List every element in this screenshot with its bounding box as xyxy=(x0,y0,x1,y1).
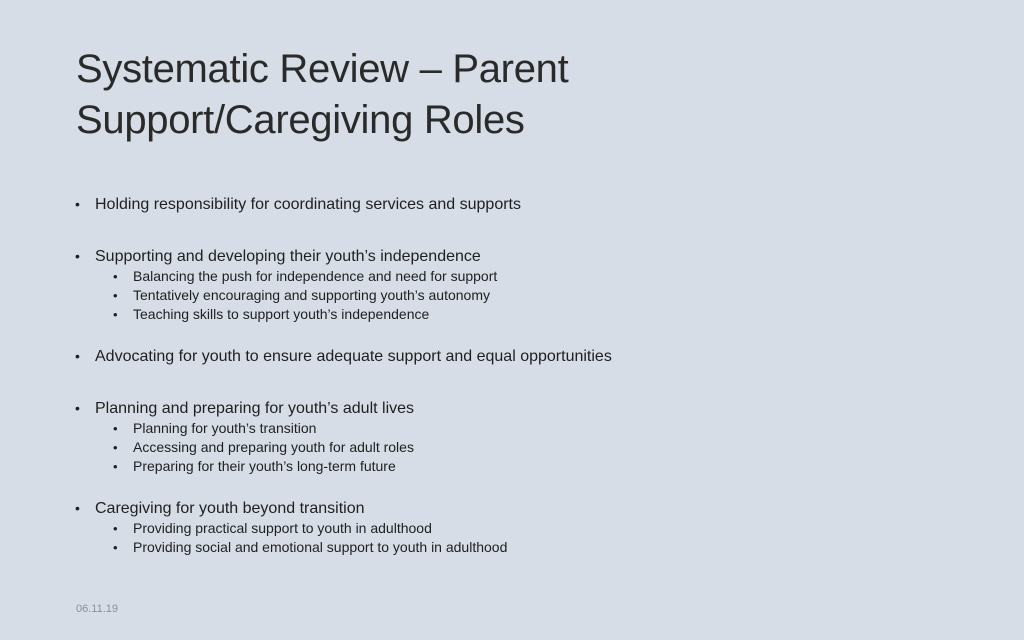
bullet-text: Holding responsibility for coordinating services and supports xyxy=(95,196,521,213)
slide-title-line-2: Support/Caregiving Roles xyxy=(76,98,525,142)
bullet-item xyxy=(75,498,975,519)
footer-date: 06.11.19 xyxy=(76,603,119,615)
bullet-item xyxy=(75,246,975,267)
sub-bullet-item xyxy=(95,286,975,305)
bullet-item xyxy=(75,346,975,367)
sub-bullet-text: Providing social and emotional support to youth in adulthood xyxy=(133,539,508,555)
bullet-dot-icon: • xyxy=(113,288,118,303)
sub-bullet-text: Balancing the push for independence and need for support xyxy=(133,268,498,284)
bullet-dot-icon: • xyxy=(113,421,118,436)
bullet-dot-icon: • xyxy=(113,307,118,322)
bullet-text: Planning and preparing for youth’s adult lives xyxy=(95,400,415,417)
bullet-group xyxy=(75,194,975,215)
bullet-text: Advocating for youth to ensure adequate support and equal opportunities xyxy=(95,348,612,365)
slide-title-line-1: Systematic Review – Parent xyxy=(76,47,569,91)
bullet-group xyxy=(75,498,975,557)
bullet-item xyxy=(75,194,975,215)
sub-bullet-item xyxy=(95,457,975,476)
sub-bullet-item xyxy=(95,305,975,324)
sub-bullet-text: Teaching skills to support youth’s independence xyxy=(133,306,430,322)
sub-bullet-item xyxy=(95,419,975,438)
sub-bullet-list xyxy=(75,519,975,557)
bullet-dot-icon: • xyxy=(113,459,118,474)
bullet-dot-icon: • xyxy=(113,440,118,455)
sub-bullet-text: Tentatively encouraging and supporting youth’s autonomy xyxy=(133,287,490,303)
bullet-text: Caregiving for youth beyond transition xyxy=(95,500,365,517)
bullet-dot-icon: • xyxy=(75,348,80,364)
sub-bullet-item xyxy=(95,519,975,538)
bullet-group xyxy=(75,346,975,367)
sub-bullet-text: Preparing for their youth’s long-term future xyxy=(133,458,396,474)
bullet-dot-icon: • xyxy=(113,269,118,284)
sub-bullet-item xyxy=(95,538,975,557)
bullet-item xyxy=(75,398,975,419)
sub-bullet-item xyxy=(95,438,975,457)
bullet-group xyxy=(75,246,975,324)
sub-bullet-text: Planning for youth’s transition xyxy=(133,420,317,436)
bullet-group xyxy=(75,398,975,476)
sub-bullet-list xyxy=(75,419,975,476)
sub-bullet-item xyxy=(95,267,975,286)
bullet-dot-icon: • xyxy=(75,248,80,264)
bullet-dot-icon: • xyxy=(113,521,118,536)
bullet-dot-icon: • xyxy=(75,500,80,516)
bullet-dot-icon: • xyxy=(75,196,80,212)
slide-title xyxy=(76,44,956,146)
bullet-list xyxy=(75,194,975,579)
sub-bullet-list xyxy=(75,267,975,324)
sub-bullet-text: Accessing and preparing youth for adult roles xyxy=(133,439,414,455)
sub-bullet-text: Providing practical support to youth in adulthood xyxy=(133,520,432,536)
bullet-text: Supporting and developing their youth’s independence xyxy=(95,248,481,265)
bullet-dot-icon: • xyxy=(113,540,118,555)
bullet-dot-icon: • xyxy=(75,400,80,416)
